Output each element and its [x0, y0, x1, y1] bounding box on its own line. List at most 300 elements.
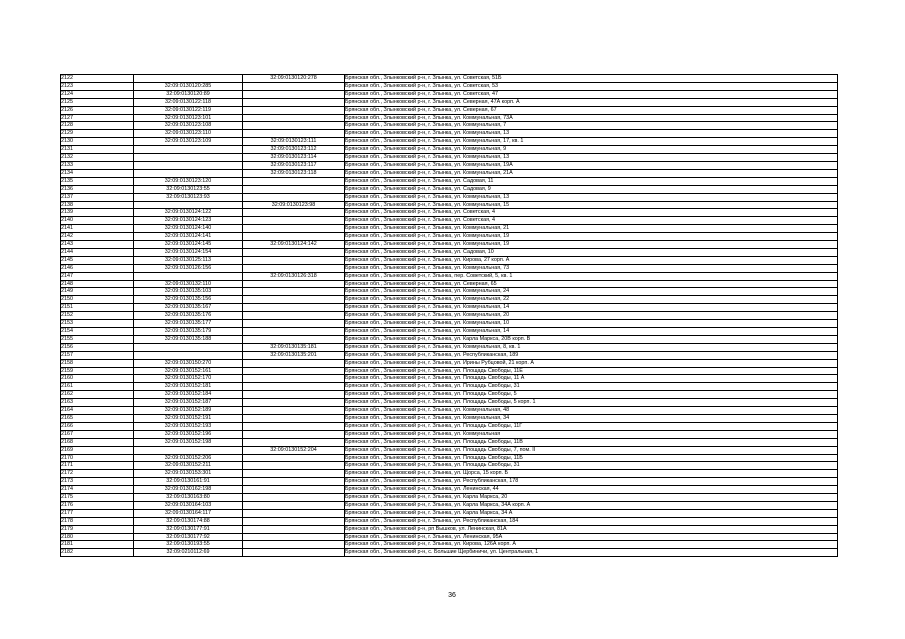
row-number-cell: 2151 [61, 304, 134, 312]
table-row [61, 407, 838, 415]
building-cadastral-number-cell [243, 335, 345, 343]
building-cadastral-number-cell [243, 90, 345, 98]
building-cadastral-number-cell: 32:09:0130135:181 [243, 343, 345, 351]
table-row [61, 185, 838, 193]
table-row [61, 169, 838, 177]
row-number-cell: 2165 [61, 414, 134, 422]
land-cadastral-number-cell [134, 146, 243, 154]
address-cell: Брянская обл., Злынковский р-н, г. Злынка, ул. Коммунальная, 22 [345, 296, 838, 304]
address-cell: Брянская обл., Злынковский р-н, г. Злынка, ул. Коммунальная, 73 [345, 264, 838, 272]
land-cadastral-number-cell: 32:09:0130123:110 [134, 130, 243, 138]
building-cadastral-number-cell [243, 478, 345, 486]
land-cadastral-number-cell: 32:09:0130152:193 [134, 422, 243, 430]
row-number-cell: 2179 [61, 525, 134, 533]
table-row [61, 486, 838, 494]
building-cadastral-number-cell: 32:09:0130126:318 [243, 272, 345, 280]
land-cadastral-number-cell: 32:09:0130152:189 [134, 407, 243, 415]
address-cell: Брянская обл., Злынковский р-н, г. Злынка, ул. Северная, 47А корп. А [345, 98, 838, 106]
address-cell: Брянская обл., Злынковский р-н, г. Злынка, ул. Площадь Свободы, 7, пом. II [345, 446, 838, 454]
address-cell: Брянская обл., Злынковский р-н, г. Злынка, ул. Коммунальная, 20 [345, 312, 838, 320]
table-row [61, 517, 838, 525]
row-number-cell: 2170 [61, 454, 134, 462]
table-row [61, 391, 838, 399]
table-row [61, 177, 838, 185]
address-cell: Брянская обл., Злынковский р-н, г. Злынка, ул. Советская, 47 [345, 90, 838, 98]
building-cadastral-number-cell [243, 517, 345, 525]
row-number-cell: 2168 [61, 438, 134, 446]
row-number-cell: 2154 [61, 328, 134, 336]
table-row [61, 296, 838, 304]
table-row [61, 438, 838, 446]
building-cadastral-number-cell [243, 122, 345, 130]
land-cadastral-number-cell: 32:09:0130135:188 [134, 335, 243, 343]
address-cell: Брянская обл., Злынковский р-н, г. Злынка, ул. Карла Маркса, 34А корп. А [345, 501, 838, 509]
land-cadastral-number-cell: 32:09:0130161:91 [134, 478, 243, 486]
address-cell: Брянская обл., Злынковский р-н, г. Злынка, ул. Северная, 67 [345, 106, 838, 114]
address-cell: Брянская обл., Злынковский р-н, г. Злынка, ул. Северная, 65 [345, 280, 838, 288]
row-number-cell: 2155 [61, 335, 134, 343]
land-cadastral-number-cell: 32:09:0130152:181 [134, 383, 243, 391]
address-cell: Брянская обл., Злынковский р-н, г. Злынка, ул. Карла Маркса, 34 А [345, 509, 838, 517]
row-number-cell: 2175 [61, 494, 134, 502]
table-row [61, 138, 838, 146]
row-number-cell: 2122 [61, 75, 134, 83]
building-cadastral-number-cell [243, 248, 345, 256]
building-cadastral-number-cell [243, 264, 345, 272]
table-row [61, 193, 838, 201]
land-cadastral-number-cell: 32:09:0130124:145 [134, 241, 243, 249]
address-cell: Брянская обл., Злынковский р-н, г. Злынка, ул. Коммунальная, 13 [345, 130, 838, 138]
address-cell: Брянская обл., Злынковский р-н, г. Злынка, ул. Площадь Свободы, 11Е [345, 367, 838, 375]
address-cell: Брянская обл., Злынковский р-н, г. Злынка, ул. Коммунальная, 14 [345, 328, 838, 336]
building-cadastral-number-cell [243, 130, 345, 138]
address-cell: Брянская обл., Злынковский р-н, г. Злынка, ул. Карла Маркса, 20 [345, 494, 838, 502]
table-row [61, 161, 838, 169]
building-cadastral-number-cell [243, 367, 345, 375]
table-row [61, 454, 838, 462]
building-cadastral-number-cell [243, 494, 345, 502]
table-row [61, 320, 838, 328]
building-cadastral-number-cell [243, 177, 345, 185]
row-number-cell: 2166 [61, 422, 134, 430]
table-row [61, 533, 838, 541]
address-cell: Брянская обл., Злынковский р-н, г. Злынка, ул. Площадь Свободы, 11В [345, 438, 838, 446]
building-cadastral-number-cell [243, 470, 345, 478]
row-number-cell: 2136 [61, 185, 134, 193]
building-cadastral-number-cell [243, 304, 345, 312]
table-row [61, 446, 838, 454]
building-cadastral-number-cell [243, 233, 345, 241]
address-cell: Брянская обл., Злынковский р-н, г. Злынка, ул. Ирины Рубцовой, 21 корп. А [345, 359, 838, 367]
row-number-cell: 2138 [61, 201, 134, 209]
building-cadastral-number-cell [243, 106, 345, 114]
land-cadastral-number-cell: 32:09:0130150:270 [134, 359, 243, 367]
land-cadastral-number-cell: 32:09:0130135:103 [134, 288, 243, 296]
land-cadastral-number-cell: 32:09:0130124:123 [134, 217, 243, 225]
table-row [61, 241, 838, 249]
building-cadastral-number-cell: 32:09:0130123:117 [243, 161, 345, 169]
land-cadastral-number-cell: 32:09:0130135:167 [134, 304, 243, 312]
table-row [61, 264, 838, 272]
building-cadastral-number-cell [243, 320, 345, 328]
table-row [61, 122, 838, 130]
land-cadastral-number-cell: 32:09:0130124:141 [134, 233, 243, 241]
address-cell: Брянская обл., Злынковский р-н, г. Злынка, ул. Кирова, 126А корп. А [345, 541, 838, 549]
land-cadastral-number-cell: 32:09:0130152:206 [134, 454, 243, 462]
land-cadastral-number-cell [134, 351, 243, 359]
address-cell: Брянская обл., Злынковский р-н, г. Злынка, ул. Коммунальная, 73А [345, 114, 838, 122]
row-number-cell: 2180 [61, 533, 134, 541]
land-cadastral-number-cell [134, 446, 243, 454]
row-number-cell: 2177 [61, 509, 134, 517]
row-number-cell: 2181 [61, 541, 134, 549]
address-cell: Брянская обл., Злынковский р-н, г. Злынка, ул. Площадь Свободы, 11Б [345, 454, 838, 462]
building-cadastral-number-cell [243, 98, 345, 106]
table-row [61, 422, 838, 430]
cadastral-table [60, 74, 838, 557]
building-cadastral-number-cell [243, 328, 345, 336]
table-row [61, 430, 838, 438]
building-cadastral-number-cell [243, 430, 345, 438]
land-cadastral-number-cell: 32:09:0130152:170 [134, 375, 243, 383]
address-cell: Брянская обл., Злынковский р-н, г. Злынка, ул. Республиканская, 189 [345, 351, 838, 359]
address-cell: Брянская обл., Злынковский р-н, г. Злынка, ул. Коммунальная, 8, кв. 1 [345, 343, 838, 351]
row-number-cell: 2173 [61, 478, 134, 486]
row-number-cell: 2145 [61, 256, 134, 264]
building-cadastral-number-cell [243, 82, 345, 90]
land-cadastral-number-cell: 32:09:0130124:154 [134, 248, 243, 256]
address-cell: Брянская обл., Злынковский р-н, г. Злынка, ул. Коммунальная, 21 [345, 225, 838, 233]
building-cadastral-number-cell [243, 209, 345, 217]
address-cell: Брянская обл., Злынковский р-н, г. Злынка, ул. Ленинская, 44 [345, 486, 838, 494]
land-cadastral-number-cell: 32:09:0130152:161 [134, 367, 243, 375]
building-cadastral-number-cell [243, 114, 345, 122]
table-row [61, 399, 838, 407]
row-number-cell: 2133 [61, 161, 134, 169]
address-cell: Брянская обл., Злынковский р-н, г. Злынка, ул. Карла Маркса, 20В корп. В [345, 335, 838, 343]
land-cadastral-number-cell [134, 272, 243, 280]
table-row [61, 98, 838, 106]
address-cell: Брянская обл., Злынковский р-н, г. Злынка, ул. Республиканская, 178 [345, 478, 838, 486]
building-cadastral-number-cell [243, 225, 345, 233]
land-cadastral-number-cell: 32:09:0130124:140 [134, 225, 243, 233]
row-number-cell: 2127 [61, 114, 134, 122]
table-row [61, 414, 838, 422]
row-number-cell: 2146 [61, 264, 134, 272]
table-row [61, 509, 838, 517]
table-row [61, 233, 838, 241]
table-row [61, 359, 838, 367]
address-cell: Брянская обл., Злынковский р-н, г. Злынка, ул. Советская, 53 [345, 82, 838, 90]
row-number-cell: 2126 [61, 106, 134, 114]
address-cell: Брянская обл., Злынковский р-н, г. Злынка, ул. Площадь Свободы, 31 [345, 462, 838, 470]
building-cadastral-number-cell: 32:09:0130152:204 [243, 446, 345, 454]
table-row [61, 304, 838, 312]
address-cell: Брянская обл., Злынковский р-н, г. Злынка, ул. Коммунальная, 21А [345, 169, 838, 177]
building-cadastral-number-cell [243, 407, 345, 415]
land-cadastral-number-cell: 32:09:0130120:285 [134, 82, 243, 90]
row-number-cell: 2123 [61, 82, 134, 90]
building-cadastral-number-cell [243, 399, 345, 407]
table-row [61, 106, 838, 114]
table-row [61, 256, 838, 264]
row-number-cell: 2131 [61, 146, 134, 154]
row-number-cell: 2158 [61, 359, 134, 367]
land-cadastral-number-cell: 32:09:0130123:108 [134, 122, 243, 130]
table-row [61, 146, 838, 154]
row-number-cell: 2137 [61, 193, 134, 201]
row-number-cell: 2164 [61, 407, 134, 415]
table-row [61, 541, 838, 549]
row-number-cell: 2163 [61, 399, 134, 407]
row-number-cell: 2132 [61, 154, 134, 162]
building-cadastral-number-cell: 32:09:0130123:112 [243, 146, 345, 154]
row-number-cell: 2149 [61, 288, 134, 296]
table-row [61, 494, 838, 502]
land-cadastral-number-cell: 32:09:0130152:191 [134, 414, 243, 422]
land-cadastral-number-cell: 32:09:0210112:69 [134, 549, 243, 557]
address-cell: Брянская обл., Злынковский р-н, г. Злынка, ул. Площадь Свободы, 11Г [345, 422, 838, 430]
address-cell: Брянская обл., Злынковский р-н, г. Злынка, ул. Площадь Свободы, 31 [345, 383, 838, 391]
row-number-cell: 2150 [61, 296, 134, 304]
row-number-cell: 2124 [61, 90, 134, 98]
building-cadastral-number-cell [243, 422, 345, 430]
row-number-cell: 2178 [61, 517, 134, 525]
land-cadastral-number-cell [134, 154, 243, 162]
row-number-cell: 2153 [61, 320, 134, 328]
land-cadastral-number-cell: 32:09:0130163:80 [134, 494, 243, 502]
table-row [61, 462, 838, 470]
table-row [61, 130, 838, 138]
row-number-cell: 2130 [61, 138, 134, 146]
address-cell: Брянская обл., Злынковский р-н, г. Злынка, ул. Садовая, 10 [345, 248, 838, 256]
land-cadastral-number-cell: 32:09:0130123:101 [134, 114, 243, 122]
row-number-cell: 2167 [61, 430, 134, 438]
table-row [61, 75, 838, 83]
address-cell: Брянская обл., Злынковский р-н, г. Злынка, ул. Советская, 4 [345, 217, 838, 225]
land-cadastral-number-cell: 32:09:0130135:156 [134, 296, 243, 304]
land-cadastral-number-cell: 32:09:0130122:119 [134, 106, 243, 114]
address-cell: Брянская обл., Злынковский р-н, г. Злынка, ул. Площадь Свободы, 5 корп. 1 [345, 399, 838, 407]
building-cadastral-number-cell [243, 185, 345, 193]
address-cell: Брянская обл., Злынковский р-н, г. Злынка, ул. Щорса, 15 корп. Б [345, 470, 838, 478]
land-cadastral-number-cell: 32:09:0130152:196 [134, 430, 243, 438]
building-cadastral-number-cell: 32:09:0130120:278 [243, 75, 345, 83]
row-number-cell: 2152 [61, 312, 134, 320]
land-cadastral-number-cell: 32:09:0130164:103 [134, 501, 243, 509]
row-number-cell: 2160 [61, 375, 134, 383]
address-cell: Брянская обл., Злынковский р-н, г. Злынка, ул. Садовая, 11 [345, 177, 838, 185]
land-cadastral-number-cell: 32:09:0130152:198 [134, 438, 243, 446]
land-cadastral-number-cell [134, 75, 243, 83]
building-cadastral-number-cell [243, 533, 345, 541]
land-cadastral-number-cell: 32:09:0130135:177 [134, 320, 243, 328]
address-cell: Брянская обл., Злынковский р-н, г. Злынка, ул. Коммунальная, 19А [345, 161, 838, 169]
building-cadastral-number-cell [243, 541, 345, 549]
address-cell: Брянская обл., Злынковский р-н, г. Злынка, ул. Ленинская, 95А [345, 533, 838, 541]
building-cadastral-number-cell: 32:09:0130123:111 [243, 138, 345, 146]
row-number-cell: 2176 [61, 501, 134, 509]
table-row [61, 335, 838, 343]
building-cadastral-number-cell [243, 288, 345, 296]
address-cell: Брянская обл., Злынковский р-н, г. Злынка, ул. Коммунальная, 13 [345, 193, 838, 201]
table-row [61, 312, 838, 320]
land-cadastral-number-cell: 32:09:0130123:93 [134, 193, 243, 201]
address-cell: Брянская обл., Злынковский р-н, г. Злынка, ул. Коммунальная, 7 [345, 122, 838, 130]
building-cadastral-number-cell [243, 549, 345, 557]
land-cadastral-number-cell: 32:09:0130153:301 [134, 470, 243, 478]
table-row [61, 82, 838, 90]
row-number-cell: 2147 [61, 272, 134, 280]
row-number-cell: 2156 [61, 343, 134, 351]
address-cell: Брянская обл., Злынковский р-н, г. Злынка, ул. Коммунальная, 24 [345, 288, 838, 296]
table-row [61, 248, 838, 256]
row-number-cell: 2139 [61, 209, 134, 217]
building-cadastral-number-cell [243, 454, 345, 462]
row-number-cell: 2172 [61, 470, 134, 478]
table-row [61, 225, 838, 233]
building-cadastral-number-cell [243, 509, 345, 517]
building-cadastral-number-cell [243, 383, 345, 391]
address-cell: Брянская обл., Злынковский р-н, рп Вышков, ул. Ленинская, 81А [345, 525, 838, 533]
land-cadastral-number-cell [134, 161, 243, 169]
table-row [61, 288, 838, 296]
address-cell: Брянская обл., Злынковский р-н, г. Злынка, ул. Советская, 4 [345, 209, 838, 217]
address-cell: Брянская обл., Злынковский р-н, г. Злынка, ул. Площадь Свободы, 11 А [345, 375, 838, 383]
table-row [61, 209, 838, 217]
building-cadastral-number-cell: 32:09:0130135:201 [243, 351, 345, 359]
land-cadastral-number-cell [134, 201, 243, 209]
land-cadastral-number-cell: 32:09:0130152:187 [134, 399, 243, 407]
table-row [61, 351, 838, 359]
row-number-cell: 2159 [61, 367, 134, 375]
address-cell: Брянская обл., Злынковский р-н, г. Злынка, ул. Советская, 51Б [345, 75, 838, 83]
row-number-cell: 2140 [61, 217, 134, 225]
table-row [61, 343, 838, 351]
land-cadastral-number-cell: 32:09:0130120:89 [134, 90, 243, 98]
land-cadastral-number-cell [134, 343, 243, 351]
table-row [61, 375, 838, 383]
address-cell: Брянская обл., Злынковский р-н, г. Злынка, пер. Советский, 5, кв. 1 [345, 272, 838, 280]
table-row [61, 525, 838, 533]
address-cell: Брянская обл., Злынковский р-н, г. Злынка, ул. Садовая, 9 [345, 185, 838, 193]
row-number-cell: 2169 [61, 446, 134, 454]
land-cadastral-number-cell: 32:09:0130135:176 [134, 312, 243, 320]
row-number-cell: 2157 [61, 351, 134, 359]
land-cadastral-number-cell: 32:09:0130152:184 [134, 391, 243, 399]
table-row [61, 328, 838, 336]
cadastral-table-body [61, 75, 838, 557]
address-cell: Брянская обл., Злынковский р-н, г. Злынка, ул. Коммунальная, 19 [345, 241, 838, 249]
building-cadastral-number-cell: 32:09:0130124:142 [243, 241, 345, 249]
address-cell: Брянская обл., Злынковский р-н, г. Злынка, ул. Коммунальная, 17, кв. 1 [345, 138, 838, 146]
table-row [61, 470, 838, 478]
building-cadastral-number-cell [243, 438, 345, 446]
address-cell: Брянская обл., Злынковский р-н, г. Злынка, ул. Коммунальная, 34 [345, 414, 838, 422]
table-row [61, 549, 838, 557]
address-cell: Брянская обл., Злынковский р-н, г. Злынка, ул. Коммунальная, 19 [345, 233, 838, 241]
row-number-cell: 2135 [61, 177, 134, 185]
table-row [61, 501, 838, 509]
address-cell: Брянская обл., Злынковский р-н, г. Злынка, ул. Республиканская, 184 [345, 517, 838, 525]
row-number-cell: 2162 [61, 391, 134, 399]
row-number-cell: 2134 [61, 169, 134, 177]
building-cadastral-number-cell [243, 296, 345, 304]
row-number-cell: 2161 [61, 383, 134, 391]
row-number-cell: 2144 [61, 248, 134, 256]
row-number-cell: 2129 [61, 130, 134, 138]
row-number-cell: 2171 [61, 462, 134, 470]
page-number: 36 [448, 592, 456, 599]
table-row [61, 367, 838, 375]
row-number-cell: 2125 [61, 98, 134, 106]
table-row [61, 280, 838, 288]
building-cadastral-number-cell: 32:09:0130123:118 [243, 169, 345, 177]
building-cadastral-number-cell [243, 193, 345, 201]
address-cell: Брянская обл., Злынковский р-н, г. Злынка, ул. Коммунальная, 9 [345, 146, 838, 154]
table-row [61, 201, 838, 209]
building-cadastral-number-cell [243, 391, 345, 399]
building-cadastral-number-cell: 32:09:0130123:114 [243, 154, 345, 162]
land-cadastral-number-cell [134, 169, 243, 177]
address-cell: Брянская обл., Злынковский р-н, с. Большие Щербиничи, ул. Центральная, 1 [345, 549, 838, 557]
building-cadastral-number-cell: 32:09:0130123:98 [243, 201, 345, 209]
land-cadastral-number-cell: 32:09:0130124:122 [134, 209, 243, 217]
building-cadastral-number-cell [243, 525, 345, 533]
land-cadastral-number-cell: 32:09:0130174:88 [134, 517, 243, 525]
address-cell: Брянская обл., Злынковский р-н, г. Злынка, ул. Площадь Свободы, 5 [345, 391, 838, 399]
land-cadastral-number-cell: 32:09:0130122:118 [134, 98, 243, 106]
row-number-cell: 2141 [61, 225, 134, 233]
building-cadastral-number-cell [243, 462, 345, 470]
building-cadastral-number-cell [243, 280, 345, 288]
building-cadastral-number-cell [243, 312, 345, 320]
land-cadastral-number-cell: 32:09:0130177:92 [134, 533, 243, 541]
address-cell: Брянская обл., Злынковский р-н, г. Злынка, ул. Кирова, 27 корп. А [345, 256, 838, 264]
row-number-cell: 2142 [61, 233, 134, 241]
building-cadastral-number-cell [243, 486, 345, 494]
table-row [61, 217, 838, 225]
land-cadastral-number-cell: 32:09:0130132:110 [134, 280, 243, 288]
address-cell: Брянская обл., Злынковский р-н, г. Злынка, ул. Коммунальная, 13 [345, 154, 838, 162]
row-number-cell: 2128 [61, 122, 134, 130]
land-cadastral-number-cell: 32:09:0130123:109 [134, 138, 243, 146]
land-cadastral-number-cell: 32:09:0130123:55 [134, 185, 243, 193]
table-row [61, 383, 838, 391]
address-cell: Брянская обл., Злынковский р-н, г. Злынка, ул. Коммунальная, 15 [345, 201, 838, 209]
table-row [61, 90, 838, 98]
land-cadastral-number-cell: 32:09:0130164:117 [134, 509, 243, 517]
address-cell: Брянская обл., Злынковский р-н, г. Злынка, ул. Коммунальная, 10 [345, 320, 838, 328]
land-cadastral-number-cell: 32:09:0130177:91 [134, 525, 243, 533]
building-cadastral-number-cell [243, 256, 345, 264]
row-number-cell: 2182 [61, 549, 134, 557]
building-cadastral-number-cell [243, 375, 345, 383]
building-cadastral-number-cell [243, 501, 345, 509]
building-cadastral-number-cell [243, 359, 345, 367]
table-row [61, 154, 838, 162]
land-cadastral-number-cell: 32:09:0130125:113 [134, 256, 243, 264]
table-row [61, 114, 838, 122]
land-cadastral-number-cell: 32:09:0130193:55 [134, 541, 243, 549]
land-cadastral-number-cell: 32:09:0130126:156 [134, 264, 243, 272]
building-cadastral-number-cell [243, 414, 345, 422]
table-row [61, 272, 838, 280]
land-cadastral-number-cell: 32:09:0130162:198 [134, 486, 243, 494]
address-cell: Брянская обл., Злынковский р-н, г. Злынка, ул. Коммунальная, 48 [345, 407, 838, 415]
table-row [61, 478, 838, 486]
row-number-cell: 2148 [61, 280, 134, 288]
